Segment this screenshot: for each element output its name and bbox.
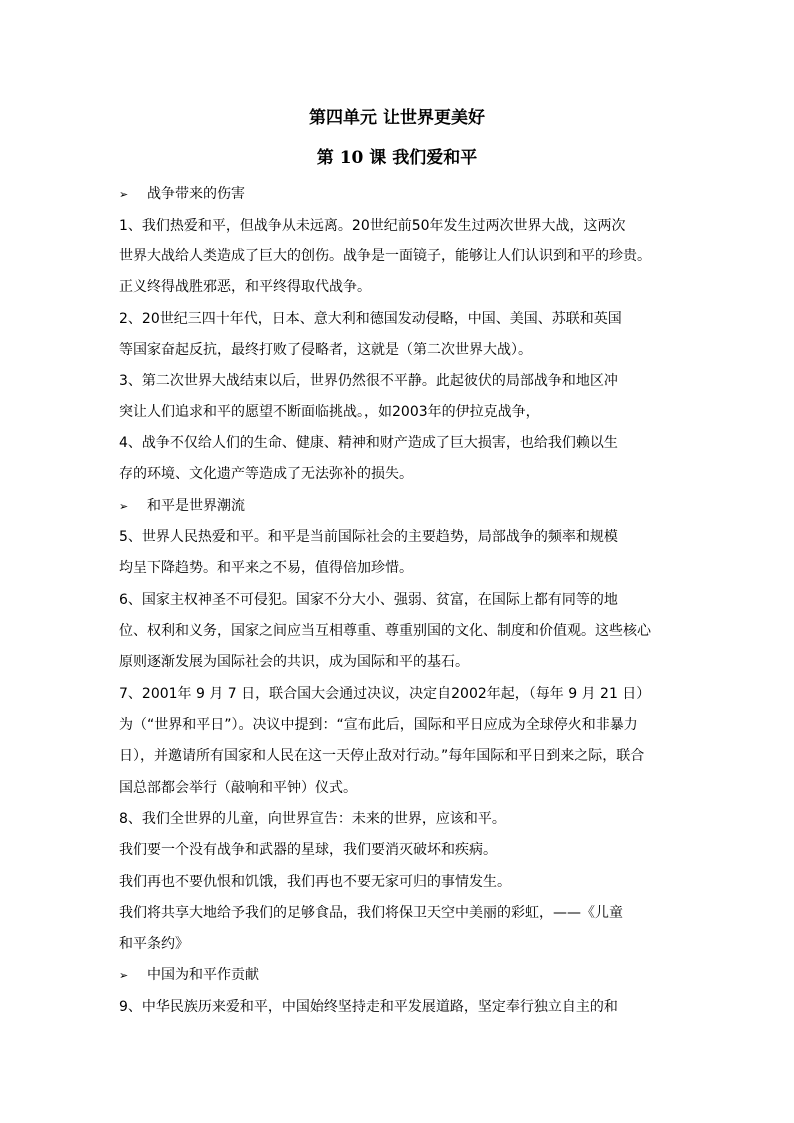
paragraph-line: 和平条约》 [119,936,189,952]
paragraph-line: 世界大战给人类造成了巨大的创伤。战争是一面镜子，能够让人们认识到和平的珍贵。 [119,248,651,264]
paragraph-line: 正义终得战胜邪恶，和平终得取代战争。 [119,279,371,295]
arrow-bullet-icon: ➢ [119,969,129,982]
section-heading [119,184,245,205]
section-heading-text: 中国为和平作贡献 [147,967,259,983]
paragraph-line: 位、权利和义务，国家之间应当互相尊重、尊重别国的文化、制度和价值观。这些核心 [119,623,651,639]
paragraph-line: 均呈下降趋势。和平来之不易，值得倍加珍惜。 [119,560,413,576]
paragraph-line: 我们将共享大地给予我们的足够食品，我们将保卫天空中美丽的彩虹，——《儿童 [119,905,623,921]
section-heading-text: 和平是世界潮流 [147,498,245,514]
paragraph-line: 9、中华民族历来爱和平，中国始终坚持走和平发展道路，坚定奉行独立自主的和 [119,999,618,1015]
unit-title: 第四单元 让世界更美好 [309,108,485,128]
section-heading [119,965,259,986]
section-heading [119,496,245,517]
arrow-bullet-icon: ➢ [119,188,129,201]
paragraph-line: 国总部都会举行（敲响和平钟）仪式。 [119,780,357,796]
paragraph-line: 5、世界人民热爱和平。和平是当前国际社会的主要趋势，局部战争的频率和规模 [119,529,618,545]
paragraph-line: 8、我们全世界的儿童，向世界宣告：未来的世界，应该和平。 [119,811,506,827]
paragraph-line: 等国家奋起反抗，最终打败了侵略者，这就是（第二次世界大战）。 [119,342,532,358]
paragraph-line: 2、20世纪三四十年代，日本、意大利和德国发动侵略，中国、美国、苏联和英国 [119,311,622,327]
paragraph-line: 我们再也不要仇恨和饥饿，我们再也不要无家可归的事情发生。 [119,874,511,890]
paragraph-line: 7、2001年 9 月 7 日，联合国大会通过决议，决定自2002年起，（每年 9 月 21 日） [119,686,651,702]
paragraph-line: 我们要一个没有战争和武器的星球，我们要消灭破坏和疾病。 [119,842,497,858]
paragraph-line: 突让人们追求和平的愿望不断面临挑战。，如2003年的伊拉克战争， [119,404,540,420]
paragraph-line: 6、国家主权神圣不可侵犯。国家不分大小、强弱、贫富，在国际上都有同等的地 [119,592,618,608]
lesson-title: 第 10 课 我们爱和平 [316,148,478,168]
paragraph-line: 1、我们热爱和平，但战争从未远离。20世纪前50年发生过两次世界大战，这两次 [119,218,626,234]
arrow-bullet-icon: ➢ [119,500,129,513]
paragraph-line: 存的环境、文化遗产等造成了无法弥补的损失。 [119,466,413,482]
section-heading-text: 战争带来的伤害 [147,186,245,202]
paragraph-line: 3、第二次世界大战结束以后，世界仍然很不平静。此起彼伏的局部战争和地区冲 [119,373,618,389]
paragraph-line: 4、战争不仅给人们的生命、健康、精神和财产造成了巨大损害，也给我们赖以生 [119,435,618,451]
paragraph-line: 日），并邀请所有国家和人民在这一天停止敌对行动。”每年国际和平日到来之际，联合 [119,748,645,764]
paragraph-line: 为（“世界和平日”）。决议中提到：“宣布此后，国际和平日应成为全球停火和非暴力 [119,717,638,733]
paragraph-line: 原则逐渐发展为国际社会的共识，成为国际和平的基石。 [119,654,469,670]
